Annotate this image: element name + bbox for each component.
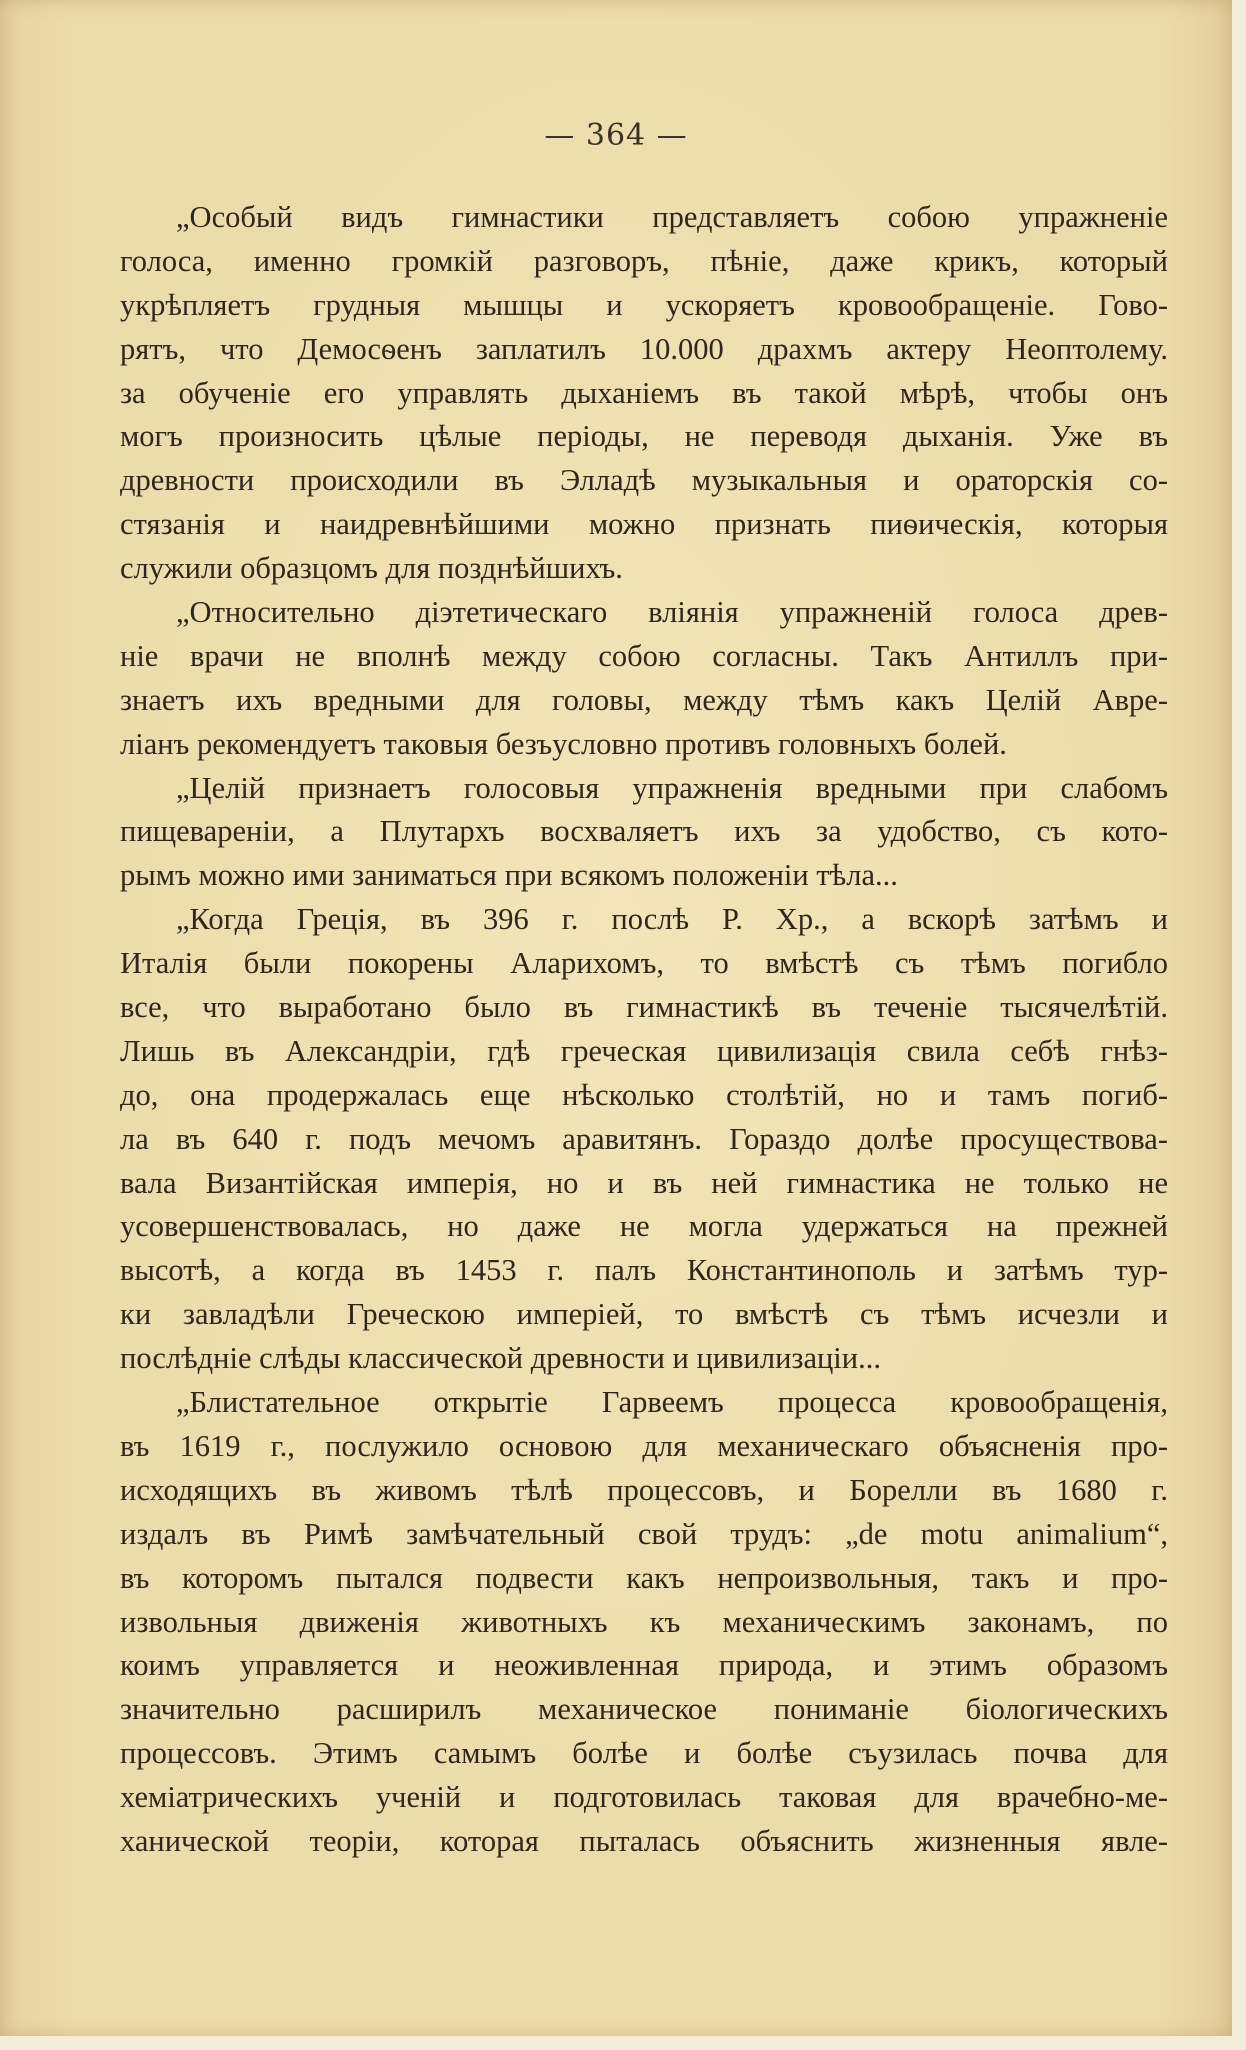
text-line: вала Византійская имперія, но и въ ней гимнастика не только не <box>120 1165 1168 1200</box>
text-line: ки завладѣли Греческою имперіей, то вмѣстѣ съ тѣмъ исчезли и <box>120 1297 1168 1332</box>
body-text <box>120 196 1168 1864</box>
paragraph-5 <box>120 1381 1168 1864</box>
paragraph-3 <box>120 767 1168 899</box>
text-line: послѣдніе слѣды классической древности и цивилизаціи... <box>120 1341 881 1376</box>
text-line: „Особый видъ гимнастики представляетъ собою упражненіе <box>176 200 1168 234</box>
text-line: въ которомъ пытался подвести какъ непроизвольныя, такъ и про- <box>120 1560 1168 1595</box>
text-line: знаетъ ихъ вредными для головы, между тѣмъ какъ Целій Авре- <box>120 682 1168 717</box>
text-line: исходящихъ въ живомъ тѣлѣ процессовъ, и Борелли въ 1680 г. <box>120 1472 1168 1507</box>
text-line: за обученіе его управлять дыханіемъ въ такой мѣрѣ, чтобы онъ <box>120 375 1168 410</box>
paragraph-1 <box>120 196 1168 591</box>
text-line: все, что выработано было въ гимнастикѣ въ теченіе тысячелѣтій. <box>120 990 1168 1025</box>
scan-border-bottom <box>0 2036 1246 2050</box>
text-line: „Блистательное открытіе Гарвеемъ процесса кровообращенія, <box>176 1385 1168 1420</box>
paragraph-2 <box>120 591 1168 767</box>
text-line: Италія были покорены Аларихомъ, то вмѣстѣ съ тѣмъ погибло <box>120 946 1168 981</box>
text-line: издалъ въ Римѣ замѣчательный свой трудъ: „de motu animalium“, <box>120 1516 1168 1551</box>
text-line: рятъ, что Демосѳенъ заплатилъ 10.000 драхмъ актеру Неоптолему. <box>120 331 1168 366</box>
text-line: древности происходили въ Элладѣ музыкальныя и ораторскія со- <box>120 463 1168 498</box>
text-line: „Когда Греція, въ 396 г. послѣ Р. Хр., а вскорѣ затѣмъ и <box>176 902 1168 937</box>
text-line: въ 1619 г., послужило основою для механическаго объясненія про- <box>120 1428 1168 1463</box>
text-line: ла въ 640 г. подъ мечомъ аравитянъ. Гораздо долѣе просуществова- <box>120 1121 1168 1156</box>
page-number: — 364 — <box>544 118 688 153</box>
text-line: стязанія и наидревнѣйшими можно признать пиѳическія, которыя <box>120 507 1168 542</box>
text-line: „Относительно діэтетическаго вліянія упражненій голоса древ- <box>176 595 1168 630</box>
text-line: процессовъ. Этимъ самымъ болѣе и болѣе съузилась почва для <box>120 1736 1168 1771</box>
text-line: ханической теоріи, которая пыталась объяснить жизненныя явле- <box>120 1823 1168 1858</box>
text-line: до, она продержалась еще нѣсколько столѣтій, но и тамъ погиб- <box>120 1077 1168 1112</box>
text-line: голоса, именно громкій разговоръ, пѣніе, даже крикъ, который <box>120 243 1168 278</box>
text-line: коимъ управляется и неоживленная природа, и этимъ образомъ <box>120 1648 1168 1683</box>
text-line: хеміатрическихъ ученій и подготовилась таковая для врачебно-ме- <box>120 1780 1168 1815</box>
text-line: Лишь въ Александріи, гдѣ греческая цивилизація свила себѣ гнѣз- <box>120 1033 1168 1068</box>
text-line: высотѣ, а когда въ 1453 г. палъ Константинополь и затѣмъ тур- <box>120 1253 1168 1288</box>
text-line: извольныя движенія животныхъ къ механическимъ законамъ, по <box>120 1604 1168 1639</box>
text-line: „Целій признаетъ голосовыя упражненія вредными при слабомъ <box>176 770 1168 805</box>
text-line: усовершенствовалась, но даже не могла удержаться на прежней <box>120 1209 1168 1244</box>
text-line: рымъ можно ими заниматься при всякомъ положеніи тѣла... <box>120 858 898 893</box>
text-line: ліанъ рекомендуетъ таковыя безъусловно противъ головныхъ болей. <box>120 726 1007 761</box>
text-line: значительно расширилъ механическое пониманіе біологическихъ <box>120 1692 1168 1727</box>
text-line: могъ произносить цѣлые періоды, не переводя дыханія. Уже въ <box>120 419 1168 454</box>
text-line: пищевареніи, а Плутархъ восхваляетъ ихъ за удобство, съ кото- <box>120 814 1168 849</box>
text-line: служили образцомъ для позднѣйшихъ. <box>120 551 623 586</box>
text-line: укрѣпляетъ грудныя мышцы и ускоряетъ кровообращеніе. Гово- <box>120 287 1168 322</box>
scan-border-right <box>1232 0 1246 2050</box>
paragraph-4 <box>120 898 1168 1381</box>
text-line: ніе врачи не вполнѣ между собою согласны. Такъ Антиллъ при- <box>120 638 1168 673</box>
